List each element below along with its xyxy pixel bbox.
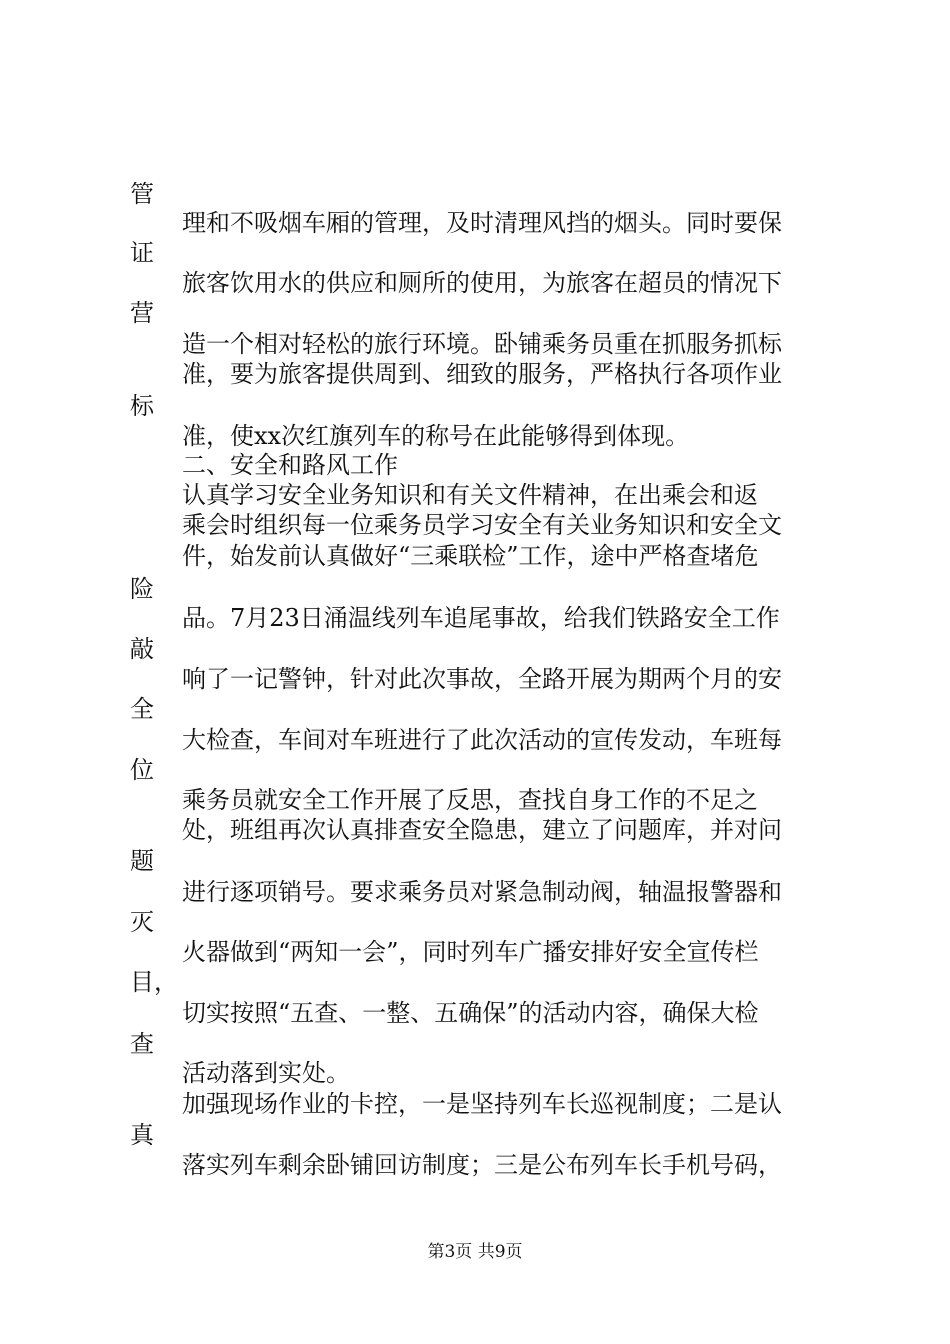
- text-line: 处，班组再次认真排查安全隐患，建立了问题库，并对问: [182, 816, 782, 844]
- margin-char: 查: [130, 1030, 154, 1058]
- text-line: 落实列车剩余卧铺回访制度；三是公布列车长手机号码，: [182, 1151, 782, 1179]
- margin-char: 全: [130, 695, 154, 723]
- margin-char: 证: [130, 239, 154, 267]
- text-line: 加强现场作业的卡控，一是坚持列车长巡视制度；二是认: [182, 1090, 782, 1118]
- text-line: 乘会时组织每一位乘务员学习安全有关业务知识和安全文: [182, 511, 782, 539]
- text-line: 大检查，车间对车班进行了此次活动的宣传发动，车班每: [182, 726, 782, 754]
- text-line: 理和不吸烟车厢的管理，及时清理风挡的烟头。同时要保: [182, 209, 782, 237]
- text-line: 进行逐项销号。要求乘务员对紧急制动阀，轴温报警器和: [182, 878, 782, 906]
- text-line: 乘务员就安全工作开展了反思，查找自身工作的不足之: [182, 786, 758, 814]
- page-footer: 第3页 共9页: [427, 1242, 523, 1262]
- text-line: 件，始发前认真做好“三乘联检”工作，途中严格查堵危: [182, 542, 759, 570]
- margin-char: 标: [130, 392, 154, 420]
- margin-char: 管: [130, 180, 154, 208]
- text-line: 切实按照“五查、一整、五确保”的活动内容，确保大检: [182, 999, 759, 1027]
- text-line: 活动落到实处。: [182, 1059, 350, 1087]
- margin-char: 真: [130, 1121, 154, 1149]
- margin-char: 位: [130, 756, 154, 784]
- text-line: 品。7月23日涌温线列车追尾事故，给我们铁路安全工作: [182, 604, 780, 632]
- text-line: 认真学习安全业务知识和有关文件精神，在出乘会和返: [182, 481, 758, 509]
- text-line: 火器做到“两知一会”，同时列车广播安排好安全宣传栏: [182, 938, 759, 966]
- section-heading: 二、安全和路风工作: [182, 451, 398, 479]
- margin-char: 题: [130, 847, 154, 875]
- margin-char: 敲: [130, 635, 154, 663]
- text-line: 旅客饮用水的供应和厕所的使用，为旅客在超员的情况下: [182, 269, 782, 297]
- text-line: 准，要为旅客提供周到、细致的服务，严格执行各项作业: [182, 360, 782, 388]
- text-line: 准，使xx次红旗列车的称号在此能够得到体现。: [182, 422, 690, 450]
- margin-char: 目，: [130, 968, 178, 996]
- margin-char: 营: [130, 299, 154, 327]
- margin-char: 灭: [130, 908, 154, 936]
- text-line: 造一个相对轻松的旅行环境。卧铺乘务员重在抓服务抓标: [182, 330, 782, 358]
- margin-char: 险: [130, 575, 154, 603]
- text-line: 响了一记警钟，针对此次事故，全路开展为期两个月的安: [182, 665, 782, 693]
